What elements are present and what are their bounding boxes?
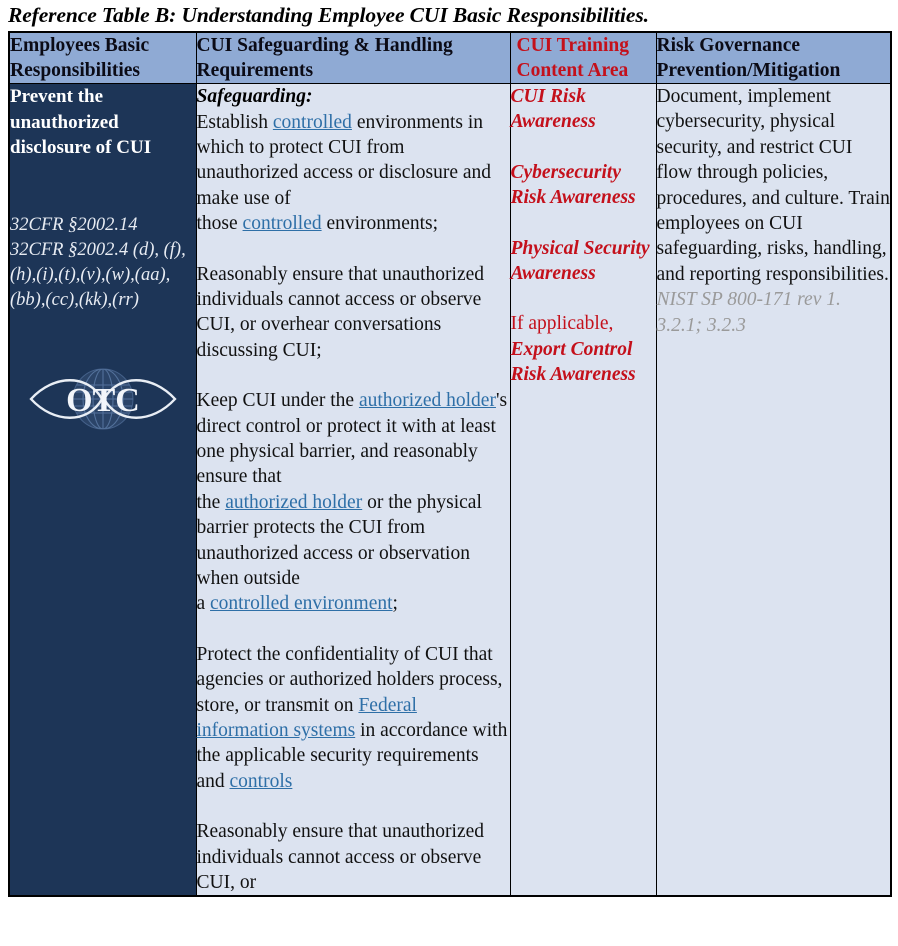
safeguarding-section-title: Safeguarding: [196,86,313,107]
safeguarding-paragraph: Reasonably ensure that unauthorized individuals cannot access or observe CUI, or [196,821,485,894]
column-header-employees-basic-responsibilities: Employees Basic Responsibilities [9,32,196,84]
training-item-lead: If applicable, [510,313,614,335]
inline-link[interactable]: controls [229,770,293,792]
cell-safeguarding-requirements [196,84,510,897]
safeguarding-paragraph: Establish controlled environments in which to protect CUI from unauthorized access or disclosure and make use of those controlled environments; [196,111,492,235]
cfr-citation-line: (h),(i),(t),(v),(w),(aa), [10,264,171,285]
inline-link[interactable]: controlled [272,111,352,133]
cfr-citation-line: 32CFR §2002.14 [10,214,138,235]
inline-link[interactable]: authorized holder [225,491,363,513]
training-item-label: Export Control Risk Awareness [510,338,636,386]
training-item: CUI Risk Awareness [510,86,596,133]
safeguarding-paragraph: Protect the confidentiality of CUI that agencies or authorized holders process, store, or transmit on Federal information systems in accordance with the applicable security requirements and controls [196,643,508,792]
inline-link[interactable]: Federal information systems [196,694,417,742]
inline-link[interactable]: authorized holder [358,390,496,412]
page-title: Reference Table B: Understanding Employee CUI Basic Responsibilities. [8,3,649,27]
cfr-citations [10,213,196,313]
column-header-cui-safeguarding-handling-requirements: CUI Safeguarding & Handling Requirements [196,32,510,84]
otc-globe-icon [28,366,178,432]
inline-link[interactable]: controlled environment [210,593,393,615]
column-header-risk-governance-prevention-mitigation: Risk Governance Prevention/Mitigation [656,32,891,84]
training-item-export [511,311,656,387]
column-header-cui-training-content-area: CUI Training Content Area [510,32,656,84]
cfr-citation-line: 32CFR §2002.4 (d), (f), [10,239,186,260]
cell-employee-responsibility [9,84,196,897]
safeguarding-paragraph: Reasonably ensure that unauthorized individuals cannot access or observe CUI, or overhear conversations discussing CUI; [196,263,485,361]
cell-training-content-area [510,84,656,897]
cell-risk-governance [656,84,891,897]
training-item: Cybersecurity Risk Awareness [510,161,636,209]
training-item: Physical Security Awareness [510,237,650,285]
governance-reference: NIST SP 800-171 rev 1. 3.2.1; 3.2.3 [656,289,841,336]
inline-link[interactable]: controlled [242,213,322,235]
safeguarding-paragraph: Keep CUI under the authorized holder's direct control or protect it with at least one physical barrier, and reasonably ensure that the authorized holder or the physical barrier protects the CUI from unauthorized access or observation when outside a controlled environment; [196,390,508,615]
governance-text: Document, implement cybersecurity, physical security, and restrict CUI flow through policies, procedures, and culture. Train employees on CUI safeguarding, risks, handling, and reporting responsibilities. [656,86,890,285]
table-header-row [9,32,891,84]
cfr-citation-line: (bb),(cc),(kk),(rr) [10,289,139,310]
otc-logo-text: OTC [65,381,140,419]
reference-table-b [8,31,892,897]
responsibility-title: Prevent the unauthorized disclosure of CUI [10,86,152,158]
table-row [9,84,891,897]
otc-logo [10,359,196,439]
